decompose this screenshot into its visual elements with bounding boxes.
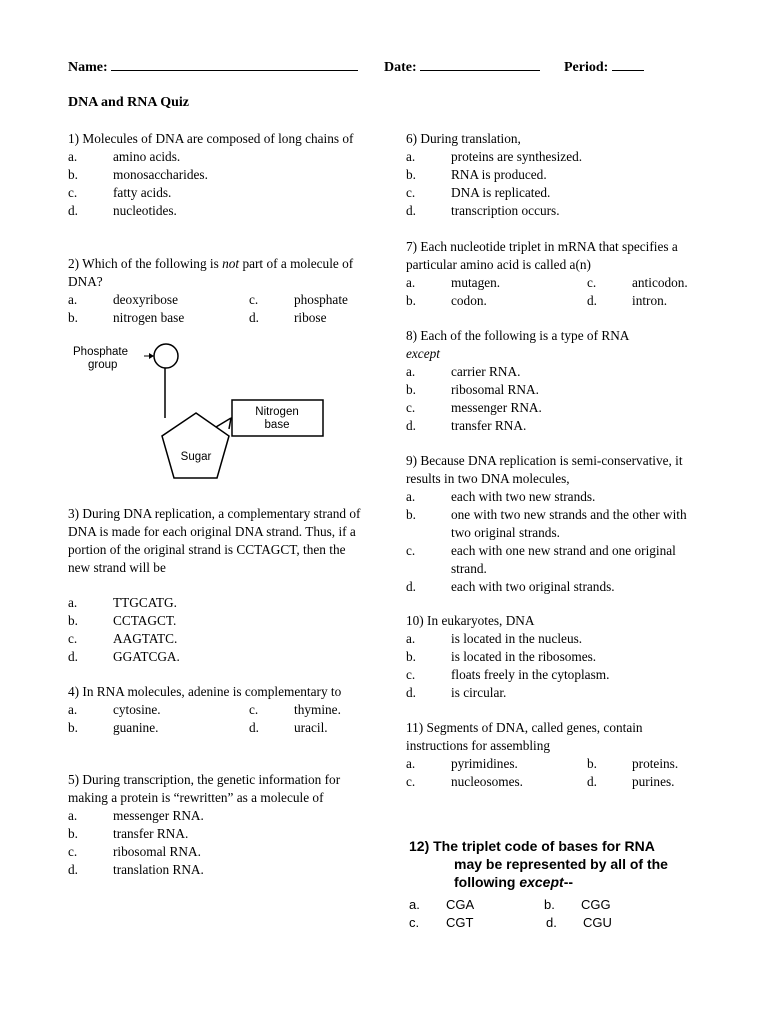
question-stem: 8) Each of the following is a type of RNA except bbox=[406, 328, 630, 361]
question-12 bbox=[409, 837, 729, 891]
base-bond bbox=[216, 418, 231, 427]
question-stem: 10) In eukaryotes, DNA bbox=[406, 613, 535, 628]
period-label: Period: bbox=[564, 60, 609, 75]
option-row[interactable]: c. CGT d. CGU bbox=[409, 915, 612, 930]
option-c[interactable]: c. DNA is replicated. bbox=[406, 185, 551, 200]
question-8 bbox=[406, 327, 706, 435]
option-row[interactable]: b. codon. d. intron. bbox=[406, 293, 668, 308]
option-a[interactable]: a. each with two new strands. bbox=[406, 489, 596, 504]
option-a[interactable]: a. is located in the nucleus. bbox=[406, 631, 583, 646]
phosphate-label: Phosphate bbox=[73, 346, 128, 358]
sugar-label: Sugar bbox=[180, 451, 212, 463]
question-11 bbox=[406, 719, 706, 791]
option-c[interactable]: c. floats freely in the cytoplasm. bbox=[406, 667, 610, 682]
option-b[interactable]: b. CCTAGCT. bbox=[68, 613, 177, 628]
nitrogen-label-2: base bbox=[264, 419, 290, 431]
name-blank[interactable] bbox=[111, 70, 358, 71]
option-c[interactable]: c. ribosomal RNA. bbox=[68, 844, 201, 859]
question-3 bbox=[68, 505, 363, 577]
option-b[interactable]: b. monosaccharides. bbox=[68, 167, 208, 182]
question-stem: 3) During DNA replication, a complementary strand of DNA is made for each original DNA strand. Thus, if a portion of the original strand is CCTAGCT, then the new strand will be bbox=[68, 506, 361, 575]
phosphate-circle bbox=[154, 344, 178, 368]
option-d[interactable]: d. translation RNA. bbox=[68, 862, 204, 877]
sugar-pentagon bbox=[162, 413, 229, 478]
period-field[interactable] bbox=[564, 60, 644, 76]
option-row[interactable]: a. mutagen. c. anticodon. bbox=[406, 275, 688, 290]
option-row[interactable]: b. nitrogen base d. ribose bbox=[68, 310, 327, 325]
question-stem: 2) Which of the following is not part of a molecule of DNA? bbox=[68, 256, 354, 289]
option-c[interactable]: c. messenger RNA. bbox=[406, 400, 542, 415]
option-row[interactable]: a. pyrimidines. b. proteins. bbox=[406, 756, 679, 771]
phosphate-label-2: group bbox=[88, 359, 118, 371]
period-blank[interactable] bbox=[612, 70, 644, 71]
question-7 bbox=[406, 238, 706, 310]
question-stem: 6) During translation, bbox=[406, 131, 521, 146]
option-a[interactable]: a. proteins are synthesized. bbox=[406, 149, 583, 164]
question-5 bbox=[68, 771, 363, 879]
question-6 bbox=[406, 130, 706, 220]
quiz-title: DNA and RNA Quiz bbox=[68, 95, 189, 110]
option-row[interactable]: a. deoxyribose c. phosphate bbox=[68, 292, 348, 307]
question-stem: 7) Each nucleotide triplet in mRNA that specifies a particular amino acid is called a(n) bbox=[406, 239, 678, 272]
option-d[interactable]: d. is circular. bbox=[406, 685, 507, 700]
option-b[interactable]: b. ribosomal RNA. bbox=[406, 382, 539, 397]
option-d[interactable]: d. GGATCGA. bbox=[68, 649, 180, 664]
option-row[interactable]: a. cytosine. c. thymine. bbox=[68, 702, 341, 717]
option-c[interactable]: c. fatty acids. bbox=[68, 185, 172, 200]
date-blank[interactable] bbox=[420, 70, 540, 71]
option-a[interactable]: a. TTGCATG. bbox=[68, 595, 177, 610]
question-stem: 12) The triplet code of bases for RNA may be represented by all of the following except-- bbox=[409, 838, 668, 890]
option-row[interactable]: a. CGA b. CGG bbox=[409, 897, 611, 912]
name-field[interactable] bbox=[68, 60, 358, 76]
option-b[interactable]: b. is located in the ribosomes. bbox=[406, 649, 597, 664]
date-field[interactable] bbox=[384, 60, 540, 76]
name-label: Name: bbox=[68, 60, 108, 75]
option-a[interactable]: a. messenger RNA. bbox=[68, 808, 204, 823]
question-1 bbox=[68, 130, 363, 220]
option-b[interactable]: b. RNA is produced. bbox=[406, 167, 547, 182]
option-d[interactable]: d. transfer RNA. bbox=[406, 418, 527, 433]
nitrogen-label: Nitrogen bbox=[255, 406, 299, 418]
date-label: Date: bbox=[384, 60, 417, 75]
question-10 bbox=[406, 612, 706, 702]
option-d[interactable]: d. transcription occurs. bbox=[406, 203, 560, 218]
question-stem: 9) Because DNA replication is semi-conservative, it results in two DNA molecules, bbox=[406, 453, 683, 486]
option-b[interactable]: b. one with two new strands and the other with two original strands. bbox=[406, 507, 687, 540]
question-stem: 1) Molecules of DNA are composed of long chains of bbox=[68, 131, 354, 146]
option-a[interactable]: a. amino acids. bbox=[68, 149, 181, 164]
option-row[interactable]: c. nucleosomes. d. purines. bbox=[406, 774, 675, 789]
nucleotide-diagram bbox=[66, 336, 341, 494]
question-2 bbox=[68, 255, 363, 327]
option-c[interactable]: c. each with one new strand and one original strand. bbox=[406, 543, 676, 576]
question-12-options bbox=[409, 896, 729, 932]
option-b[interactable]: b. transfer RNA. bbox=[68, 826, 189, 841]
option-d[interactable]: d. nucleotides. bbox=[68, 203, 177, 218]
question-stem: 11) Segments of DNA, called genes, contain instructions for assembling bbox=[406, 720, 643, 753]
question-stem: 4) In RNA molecules, adenine is complementary to bbox=[68, 684, 342, 699]
option-c[interactable]: c. AAGTATC. bbox=[68, 631, 178, 646]
question-3-options bbox=[68, 594, 363, 666]
question-9 bbox=[406, 452, 706, 596]
option-row[interactable]: b. guanine. d. uracil. bbox=[68, 720, 328, 735]
question-stem: 5) During transcription, the genetic information for making a protein is “rewritten” as a molecule of bbox=[68, 772, 341, 805]
question-4 bbox=[68, 683, 363, 737]
option-a[interactable]: a. carrier RNA. bbox=[406, 364, 521, 379]
option-d[interactable]: d. each with two original strands. bbox=[406, 579, 615, 594]
